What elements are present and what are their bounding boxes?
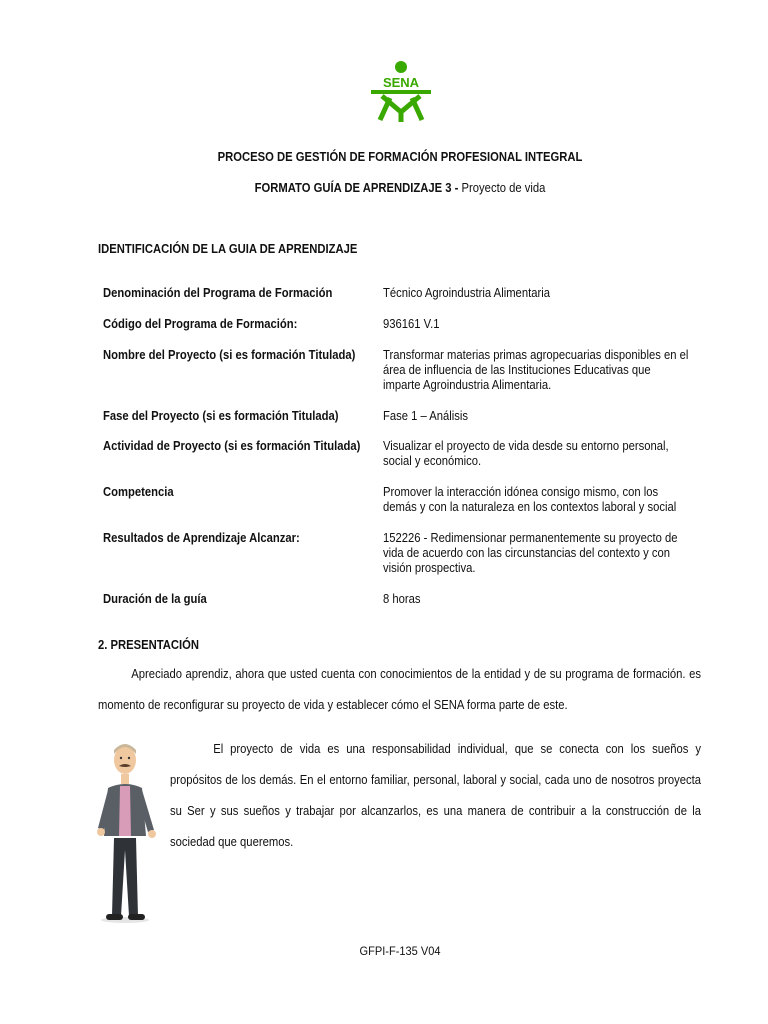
- id-row-label: Fase del Proyecto (si es formación Titulada): [103, 409, 339, 423]
- id-row-label: Nombre del Proyecto (si es formación Titulada): [103, 348, 356, 362]
- id-row-value: Visualizar el proyecto de vida desde su entorno personal, social y económico.: [383, 439, 669, 468]
- presentation-paragraph-2: El proyecto de vida es una responsabilidad individual, que se conecta con los sueños y propósitos de los demás. En el entorno familiar, personal, laboral y social, cada uno de nosotros proyecta su Ser y sus sueños y trabajar por alcanzarlos, es una manera de contribuir a la construcción de la sociedad que queremos.: [170, 742, 701, 849]
- footer-code: GFPI-F-135 V04: [359, 944, 441, 958]
- id-row-value: 8 horas: [383, 592, 421, 606]
- id-row-value: Fase 1 – Análisis: [383, 409, 469, 423]
- document-subtitle: [40, 181, 760, 195]
- id-row-label: Duración de la guía: [103, 592, 207, 606]
- id-row-value: 936161 V.1: [383, 317, 440, 331]
- man-illustration: [96, 740, 160, 926]
- svg-text:SENA: SENA: [382, 75, 420, 90]
- presentation-paragraph-1: Apreciado aprendiz, ahora que usted cuenta con conocimientos de la entidad y de su programa de formación. es momento de reconfigurar su proyecto de vida y establecer cómo el SENA forma parte de este.: [98, 667, 702, 712]
- subtitle-rest: Proyecto de vida: [461, 181, 546, 195]
- id-row-label: Competencia: [103, 485, 174, 499]
- presentation-heading: 2. PRESENTACIÓN: [98, 638, 200, 652]
- subtitle-bold: FORMATO GUÍA DE APRENDIZAJE 3 -: [254, 181, 459, 195]
- id-row-value: 152226 - Redimensionar permanentemente su proyecto de vida de acuerdo con las circunstancias del contexto y con visión prospectiva.: [383, 531, 678, 575]
- document-title: PROCESO DE GESTIÓN DE FORMACIÓN PROFESIONAL INTEGRAL: [217, 150, 583, 164]
- sena-logo: [368, 60, 434, 124]
- id-row-value: Promover la interacción idónea consigo mismo, con los demás y con la naturaleza en los contextos laboral y social: [383, 485, 677, 514]
- identification-heading: IDENTIFICACIÓN DE LA GUIA DE APRENDIZAJE: [98, 242, 358, 256]
- id-row-label: Código del Programa de Formación:: [103, 317, 298, 331]
- id-row-value: Transformar materias primas agropecuarias disponibles en el área de influencia de las Instituciones Educativas que imparte Agroindustria Alimentaria.: [383, 348, 689, 392]
- id-row-value: Técnico Agroindustria Alimentaria: [383, 286, 550, 300]
- id-row-label: Resultados de Aprendizaje Alcanzar:: [103, 531, 300, 545]
- id-row-label: Actividad de Proyecto (si es formación Titulada): [103, 439, 361, 453]
- id-row-label: Denominación del Programa de Formación: [103, 286, 333, 300]
